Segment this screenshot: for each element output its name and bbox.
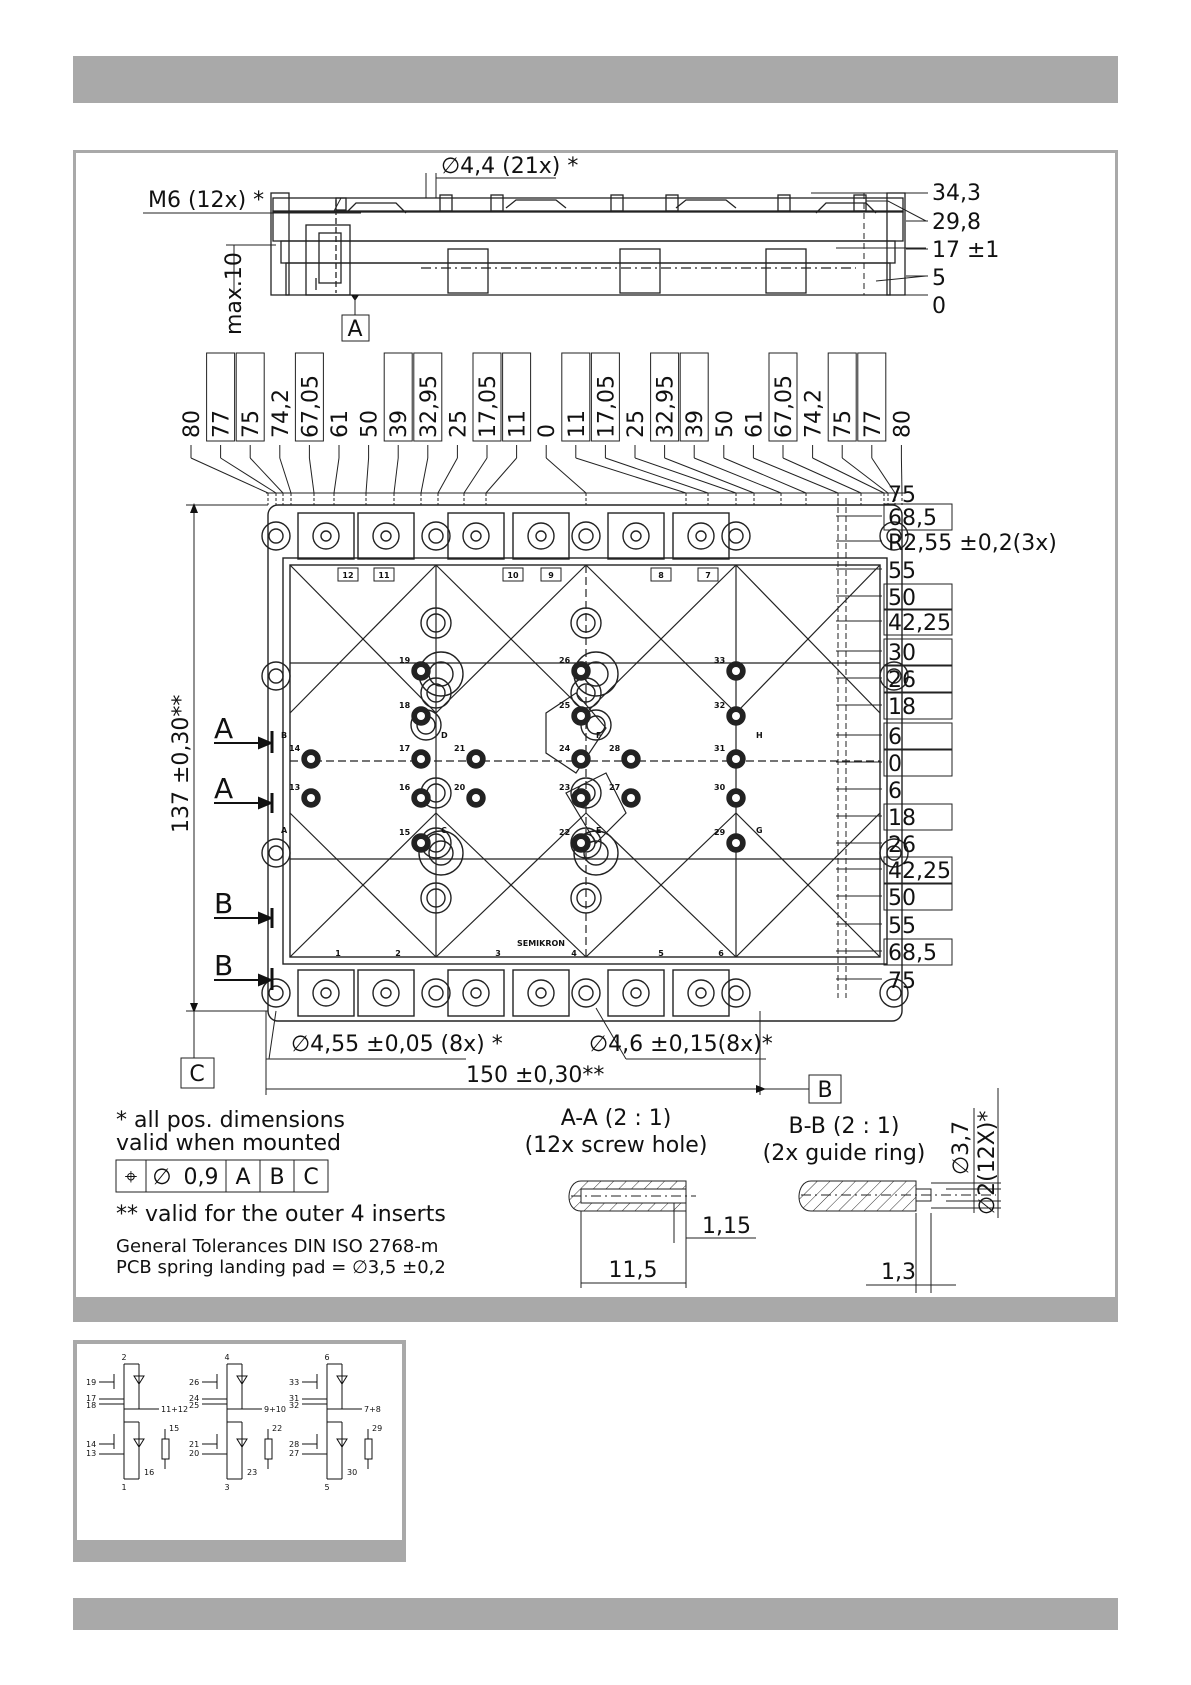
top-position-label: 32,95 [653,375,679,438]
right-position-label: 26 [888,833,916,858]
schematic-pin: 11+12 [161,1405,189,1414]
phase-leg [302,1364,372,1479]
terminal-number-bottom: 3 [495,949,501,958]
schematic-pin: 31 [289,1394,300,1403]
right-position-label: 18 [888,806,916,831]
top-position-label: 50 [357,410,383,438]
datum-c-label: C [189,1062,205,1087]
top-position-label: 0 [535,424,561,438]
notes [116,1108,446,1278]
terminal-number-bottom: 5 [658,949,664,958]
corner-letter: D [441,731,448,740]
top-position-label: 77 [860,410,886,438]
spring-label: 18 [399,701,411,710]
schematic-pin: 27 [289,1449,300,1458]
spring-label: 26 [559,656,571,665]
section-bb-dim-outer: ∅3,7 [949,1120,974,1175]
corner-letter: F [596,731,602,740]
terminal-number-top: 12 [342,571,354,580]
section-bb-dim-len: 1,3 [881,1260,916,1285]
thread-label: M6 (12x) * [148,188,265,213]
schematic-pin: 33 [289,1378,300,1387]
feature-control-frame [116,1160,328,1192]
spring-label: 30 [714,783,726,792]
height-label-2: 29,8 [932,210,981,235]
spring-label: 14 [289,744,301,753]
section-bb-subtitle: (2x guide ring) [762,1141,926,1166]
right-position-label: 75 [888,969,916,994]
spring-label: 31 [714,744,726,753]
spring-label: 21 [454,744,466,753]
height-label-1: 34,3 [932,181,981,206]
left-dimension [186,505,268,1011]
schematic-pin: 1 [121,1483,127,1492]
section-marker-b1: B [214,887,234,920]
section-aa-dim-2: 11,5 [608,1258,658,1283]
spring-label: 33 [714,656,726,665]
height-label-3: 17 ±1 [932,238,1000,263]
schematic-pin: 6 [324,1353,330,1362]
spring-label: 16 [399,783,411,792]
spring-label: 23 [559,783,571,792]
note-outer-inserts: ** valid for the outer 4 inserts [116,1202,446,1227]
fcf-datum-a: A [235,1165,251,1190]
spring-label: 32 [714,701,726,710]
spring-label: 20 [454,783,466,792]
section-bb-title: B-B (2 : 1) [788,1114,900,1139]
right-position-label: 55 [888,559,916,584]
circuit-schematic [77,1344,402,1540]
schematic-pin: 26 [189,1378,200,1387]
terminal-number-top: 7 [705,571,711,580]
top-position-label: 67,05 [298,375,324,438]
schematic-pin: 4 [224,1353,230,1362]
note-pcb-pad: PCB spring landing pad = ∅3,5 ±0,2 [116,1257,446,1278]
schematic-pin: 23 [247,1468,258,1477]
schematic-pin: 7+8 [364,1405,381,1414]
schematic-pin: 5 [324,1483,330,1492]
bottom-hole-dia-label: ∅4,55 ±0,05 (8x) * [291,1032,503,1057]
right-position-label: 26 [888,668,916,693]
schematic-pin: 28 [289,1440,300,1449]
note-line-2: valid when mounted [116,1131,341,1156]
schematic-pin: 3 [224,1483,230,1492]
schematic-pin: 16 [144,1468,155,1477]
fcf-tolerance: 0,9 [183,1165,219,1190]
top-position-label: 39 [387,410,413,438]
drawing-area [76,153,1115,1297]
header-bar [73,56,1118,103]
fcf-diameter-symbol: ∅ [152,1165,172,1190]
schematic-pin: 32 [289,1401,300,1410]
phase-leg [99,1364,169,1479]
schematic-pin: 25 [189,1401,200,1410]
top-position-label: 75 [239,410,265,438]
spring-label: 17 [399,744,411,753]
right-position-label: 50 [888,586,916,611]
top-position-label: 39 [683,410,709,438]
schematic-pin: 22 [272,1424,283,1433]
side-view-height-labels [932,181,999,319]
top-position-label: 25 [624,410,649,438]
terminal-number-bottom: 2 [395,949,401,958]
corner-letter: C [441,826,447,835]
right-position-label: 75 [888,483,916,508]
section-aa [525,1106,756,1288]
corner-letter: H [756,731,763,740]
top-position-label: 74,2 [801,389,827,438]
terminal-number-bottom: 4 [571,949,577,958]
terminal-number-bottom: 6 [718,949,724,958]
top-position-label: 17,05 [476,375,501,438]
fcf-position-symbol: ⌖ [124,1165,138,1190]
module-top-view [262,505,908,1021]
terminal-number-top: 11 [378,571,390,580]
right-position-label: 42,25 [888,859,951,884]
top-position-label: 32,95 [416,375,442,438]
height-label-5: 0 [932,294,946,319]
schematic-pin: 17 [86,1394,97,1403]
section-bb-dim-inner: ∅2(12X)* [975,1110,1000,1215]
note-tolerance: General Tolerances DIN ISO 2768-m [116,1236,439,1257]
schematic-pin: 13 [86,1449,97,1458]
terminal-number-top: 8 [658,571,664,580]
top-position-label: 80 [180,410,205,438]
spring-label: 22 [559,828,571,837]
top-leader-lines [191,445,906,505]
height-label-4: 5 [932,266,946,291]
spring-label: 15 [399,828,411,837]
top-position-label: 17,05 [594,375,620,438]
spring-label: 24 [559,744,571,753]
terminal-number-top: 10 [507,571,519,580]
side-pin-dia-label: ∅4,4 (21x) * [441,154,579,179]
right-position-label: 18 [888,695,916,720]
spring-label: 29 [714,828,726,837]
right-position-label: 68,5 [888,941,937,966]
schematic-pin: 24 [189,1394,200,1403]
left-height-label: 137 ±0,30** [169,694,194,833]
top-position-labels [180,353,915,441]
terminal-number-top: 9 [548,571,554,580]
top-position-label: 75 [831,410,857,438]
footer-bar [73,1598,1118,1630]
top-position-label: 74,2 [268,389,294,438]
bottom-width-label: 150 ±0,30** [466,1063,605,1088]
terminal-number-bottom: 1 [335,949,341,958]
max-height-label: max.10 [222,252,247,335]
spring-label: 13 [289,783,301,792]
section-marker-a: A [347,317,363,342]
section-bb [763,1088,1001,1293]
spring-label: 19 [399,656,411,665]
schematic-pin: 18 [86,1401,97,1410]
fcf-datum-b: B [269,1165,285,1190]
right-position-label: 30 [888,641,916,666]
schematic-pin: 19 [86,1378,97,1387]
spring-label: 28 [609,744,621,753]
top-position-label: 50 [712,410,738,438]
corner-letter: B [281,731,288,740]
right-position-labels [836,483,1057,998]
corner-letter: E [596,826,602,835]
top-position-label: 11 [505,410,531,438]
top-position-label: 61 [328,410,353,438]
datum-b-label: B [817,1078,833,1103]
height-leader-lines [906,193,928,295]
bottom-pin-dia-label: ∅4,6 ±0,15(8x)* [589,1032,773,1057]
phase-leg [202,1364,272,1479]
section-markers-left [214,712,233,982]
section-marker-a2: A [214,772,234,805]
side-view [271,193,905,295]
section-aa-dim-1: 1,15 [702,1214,751,1239]
top-position-label: 11 [564,410,590,438]
note-line-1: * all pos. dimensions [116,1108,345,1133]
top-position-label: 61 [742,410,768,438]
right-position-label: 6 [888,725,902,750]
corner-letter: A [281,826,288,835]
right-position-label: 50 [888,886,916,911]
right-position-label: 0 [888,752,902,777]
top-position-label: 67,05 [772,375,797,438]
right-position-label: 68,5 [888,506,937,531]
width-arrow [756,1085,766,1093]
drawing-frame [73,150,1118,1322]
right-position-label: 55 [888,914,916,939]
schematic-pin: 2 [121,1353,127,1362]
schematic-pin: 15 [169,1424,180,1433]
schematic-pin: 14 [86,1440,97,1449]
schematic-frame [73,1340,406,1562]
section-aa-subtitle: (12x screw hole) [524,1133,708,1158]
spring-label: 27 [609,783,621,792]
right-position-label: 42,25 [888,611,951,636]
schematic-area [77,1344,402,1540]
top-position-label: 80 [890,410,916,438]
top-position-label: 77 [209,410,235,438]
top-position-label: 25 [446,410,472,438]
brand-logo-text: SEMIKRON [516,939,566,948]
mechanical-drawing [76,153,1115,1297]
spring-label: 25 [559,701,571,710]
section-marker-b2: B [214,949,234,982]
schematic-pin: 20 [189,1449,200,1458]
corner-letter: G [756,826,763,835]
right-position-label: R2,55 ±0,2(3x) [888,531,1057,556]
schematic-pin: 9+10 [264,1405,286,1414]
right-position-label: 6 [888,779,902,804]
section-marker-a1: A [214,712,234,745]
fcf-datum-c: C [303,1165,319,1190]
section-aa-title: A-A (2 : 1) [560,1106,672,1131]
schematic-pin: 21 [189,1440,200,1449]
schematic-pin: 29 [372,1424,383,1433]
schematic-pin: 30 [347,1468,358,1477]
